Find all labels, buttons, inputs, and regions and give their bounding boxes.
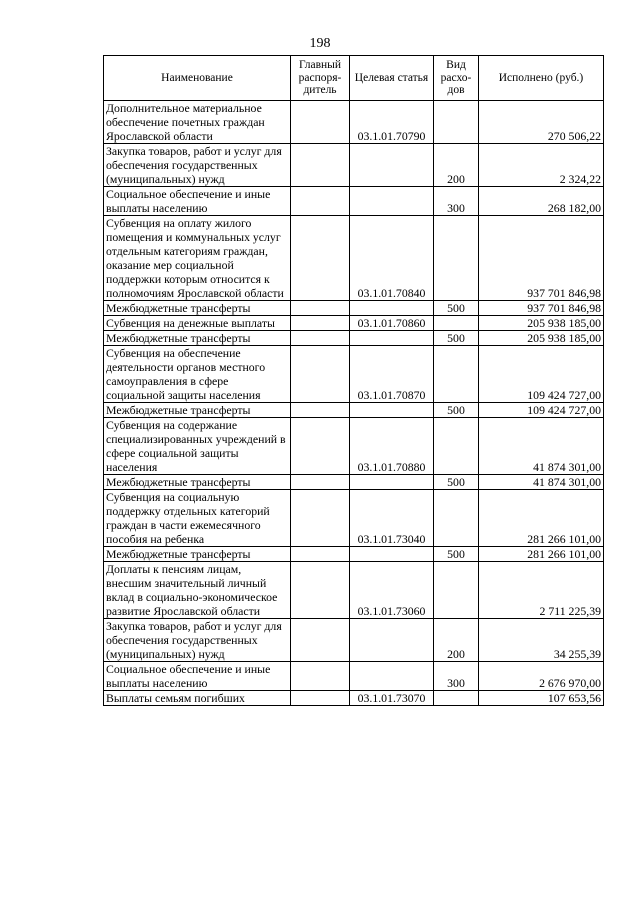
table-row (104, 187, 604, 216)
row-admin-cell (291, 301, 350, 316)
row-name-cell: Субвенция на оплату жилого помещения и коммунальных услуг отдельным категориям граждан, оказание мер социальной поддержки которым относится к полномочиям Ярославской области (104, 216, 291, 301)
page-number: 198 (309, 36, 331, 51)
row-admin-cell (291, 216, 350, 301)
row-admin-cell (291, 547, 350, 562)
table-row (104, 662, 604, 691)
row-exp-type-cell: 500 (434, 403, 479, 418)
row-target-cell: 03.1.01.73040 (350, 490, 434, 547)
row-exp-type-cell: 200 (434, 144, 479, 187)
row-amount-cell: 41 874 301,00 (479, 475, 604, 490)
row-admin-cell (291, 490, 350, 547)
col-header-exp-type: Вид расхо-дов (434, 56, 479, 101)
table-row (104, 691, 604, 706)
row-amount-cell: 34 255,39 (479, 619, 604, 662)
row-name-cell: Межбюджетные трансферты (104, 475, 291, 490)
row-exp-type-cell (434, 316, 479, 331)
row-target-cell (350, 301, 434, 316)
row-amount-cell: 2 676 970,00 (479, 662, 604, 691)
row-target-cell: 03.1.01.70790 (350, 101, 434, 144)
row-amount-cell: 2 711 225,39 (479, 562, 604, 619)
row-amount-cell: 41 874 301,00 (479, 418, 604, 475)
row-amount-cell: 937 701 846,98 (479, 301, 604, 316)
row-target-cell: 03.1.01.70860 (350, 316, 434, 331)
row-amount-cell: 109 424 727,00 (479, 346, 604, 403)
table-row (104, 101, 604, 144)
col-header-executed: Исполнено (руб.) (479, 56, 604, 101)
table-row (104, 144, 604, 187)
row-name-cell: Закупка товаров, работ и услуг для обеспечения государственных (муниципальных) нужд (104, 619, 291, 662)
row-name-cell: Закупка товаров, работ и услуг для обеспечения государственных (муниципальных) нужд (104, 144, 291, 187)
row-exp-type-cell: 500 (434, 301, 479, 316)
row-target-cell (350, 144, 434, 187)
table-header-row (104, 56, 604, 101)
row-admin-cell (291, 187, 350, 216)
row-target-cell (350, 619, 434, 662)
row-target-cell: 03.1.01.70880 (350, 418, 434, 475)
row-admin-cell (291, 331, 350, 346)
row-exp-type-cell: 300 (434, 187, 479, 216)
row-exp-type-cell (434, 490, 479, 547)
row-admin-cell (291, 316, 350, 331)
row-exp-type-cell (434, 418, 479, 475)
row-name-cell: Межбюджетные трансферты (104, 301, 291, 316)
row-admin-cell (291, 691, 350, 706)
row-target-cell: 03.1.01.73070 (350, 691, 434, 706)
row-exp-type-cell: 500 (434, 547, 479, 562)
row-amount-cell: 107 653,56 (479, 691, 604, 706)
row-target-cell (350, 403, 434, 418)
row-exp-type-cell: 500 (434, 331, 479, 346)
table-row (104, 547, 604, 562)
table-row (104, 562, 604, 619)
row-admin-cell (291, 475, 350, 490)
row-name-cell: Доплаты к пенсиям лицам, внесшим значительный личный вклад в социально-экономическое развитие Ярославской области (104, 562, 291, 619)
row-exp-type-cell (434, 101, 479, 144)
row-amount-cell: 937 701 846,98 (479, 216, 604, 301)
row-admin-cell (291, 101, 350, 144)
row-name-cell: Субвенция на социальную поддержку отдельных категорий граждан в части ежемесячного пособия на ребенка (104, 490, 291, 547)
row-name-cell: Социальное обеспечение и иные выплаты населению (104, 662, 291, 691)
row-admin-cell (291, 619, 350, 662)
row-target-cell (350, 475, 434, 490)
row-exp-type-cell (434, 691, 479, 706)
col-header-admin: Главный распоря-дитель (291, 56, 350, 101)
row-exp-type-cell: 500 (434, 475, 479, 490)
row-admin-cell (291, 346, 350, 403)
row-amount-cell: 205 938 185,00 (479, 331, 604, 346)
table-row (104, 619, 604, 662)
row-amount-cell: 2 324,22 (479, 144, 604, 187)
row-target-cell: 03.1.01.70870 (350, 346, 434, 403)
row-amount-cell: 205 938 185,00 (479, 316, 604, 331)
row-name-cell: Субвенция на обеспечение деятельности органов местного самоуправления в сфере социальной защиты населения (104, 346, 291, 403)
row-target-cell (350, 187, 434, 216)
row-name-cell: Межбюджетные трансферты (104, 331, 291, 346)
table-row (104, 301, 604, 316)
row-name-cell: Субвенция на денежные выплаты (104, 316, 291, 331)
table-row (104, 403, 604, 418)
row-amount-cell: 281 266 101,00 (479, 547, 604, 562)
table-row (104, 475, 604, 490)
row-admin-cell (291, 562, 350, 619)
row-admin-cell (291, 144, 350, 187)
row-admin-cell (291, 662, 350, 691)
row-name-cell: Межбюджетные трансферты (104, 547, 291, 562)
table-row (104, 316, 604, 331)
row-name-cell: Межбюджетные трансферты (104, 403, 291, 418)
row-name-cell: Социальное обеспечение и иные выплаты населению (104, 187, 291, 216)
table-row (104, 418, 604, 475)
row-amount-cell: 281 266 101,00 (479, 490, 604, 547)
row-target-cell: 03.1.01.70840 (350, 216, 434, 301)
table-row (104, 216, 604, 301)
row-exp-type-cell (434, 346, 479, 403)
row-amount-cell: 268 182,00 (479, 187, 604, 216)
row-exp-type-cell (434, 562, 479, 619)
col-header-name: Наименование (104, 56, 291, 101)
row-amount-cell: 109 424 727,00 (479, 403, 604, 418)
row-admin-cell (291, 418, 350, 475)
row-target-cell: 03.1.01.73060 (350, 562, 434, 619)
row-exp-type-cell (434, 216, 479, 301)
row-exp-type-cell: 200 (434, 619, 479, 662)
row-name-cell: Выплаты семьям погибших (104, 691, 291, 706)
row-target-cell (350, 331, 434, 346)
row-target-cell (350, 662, 434, 691)
col-header-target: Целевая статья (350, 56, 434, 101)
table-row (104, 490, 604, 547)
row-exp-type-cell: 300 (434, 662, 479, 691)
row-name-cell: Дополнительное материальное обеспечение почетных граждан Ярославской области (104, 101, 291, 144)
row-admin-cell (291, 403, 350, 418)
table-row (104, 346, 604, 403)
row-target-cell (350, 547, 434, 562)
row-name-cell: Субвенция на содержание специализированных учреждений в сфере социальной защиты населения (104, 418, 291, 475)
row-amount-cell: 270 506,22 (479, 101, 604, 144)
budget-table (103, 55, 604, 706)
table-row (104, 331, 604, 346)
